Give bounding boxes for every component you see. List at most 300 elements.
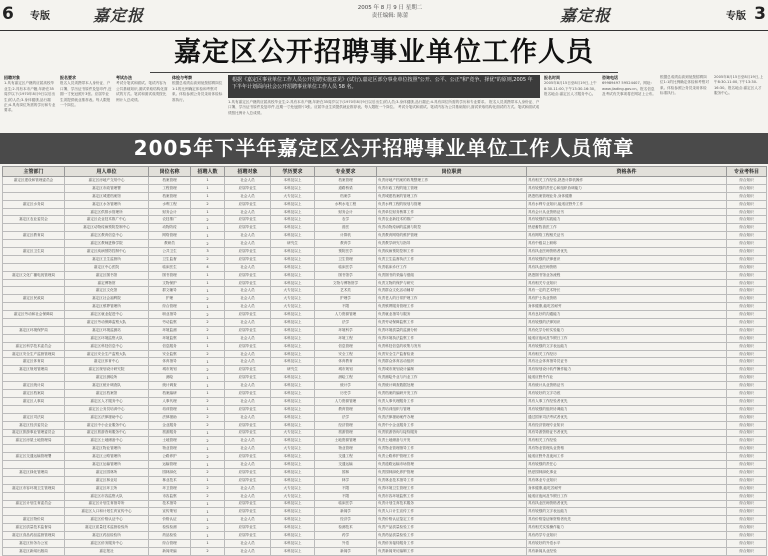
table-cell: 嘉定区体育局 [3,358,65,366]
table-cell: 应届毕业生 [225,429,271,437]
table-cell: 本科及以上 [271,413,315,421]
table-cell: 负责教学研究与指导 [377,240,527,248]
table-cell: 大专及以上 [271,303,315,311]
table-row [3,350,767,358]
table-row [3,413,767,421]
table-cell: 嘉定区教育局 [3,232,65,240]
table-row [3,539,767,547]
table-cell: 能适应夜间及节假日工作 [527,334,727,342]
table-cell: 1 [191,232,225,240]
table-cell: 2 [191,255,225,263]
table-row [3,311,767,319]
table-cell: 综合知识 [727,334,767,342]
table-header-cell: 用人单位 [65,167,149,177]
table-cell: 负责文物的保护与研究 [377,279,527,287]
table-cell: 嘉定报社 [65,547,149,555]
table-cell: 嘉定区民政局 [3,295,65,303]
table-cell [3,192,65,200]
table-cell: 具有化学分析实验能力 [527,326,727,334]
table-cell [3,374,65,382]
table-cell: 具有物业管理从业资格 [527,445,727,453]
table-cell: 档案编研 [149,390,191,398]
table-cell: 1 [191,532,225,540]
table-cell: 档案管理 [149,177,191,185]
table-cell: 测绘 [149,374,191,382]
table-cell: 熟悉档案管理业务,身体健康 [527,192,727,200]
table-cell: 嘉定区环境保护局 [3,326,65,334]
table-cell: 应届毕业生 [225,532,271,540]
table-cell: 应届毕业生 [225,200,271,208]
table-row [3,397,767,405]
table-cell: 本科及以上 [271,334,315,342]
table-cell: 热爱园林绿化事业 [527,468,727,476]
table-cell: 文物与博物馆学 [315,279,377,287]
table-cell: 法律援助 [149,413,191,421]
table-cell: 具有良好的沟通能力 [527,311,727,319]
table-cell: 1 [191,539,225,547]
table-cell: 本科及以上 [271,263,315,271]
table-cell: 嘉定区市容环境卫生管理局 [3,484,65,492]
table-cell: 嘉定区侨务服务中心 [65,539,149,547]
table-header-cell: 岗位名称 [149,167,191,177]
table-cell: 嘉定区安全生产监察大队 [65,350,149,358]
table-cell: 不限 [315,303,377,311]
table-row [3,532,767,540]
table-cell: 本科及以上 [271,255,315,263]
table-cell: 热爱畜牧兽医工作 [527,224,727,232]
table-cell: 经济学 [315,516,377,524]
newspaper-logo-left: 嘉定报 [93,6,145,25]
table-row [3,303,767,311]
table-cell: 嘉定区文化广播电视管理局 [3,271,65,279]
page-number-left: 6 [2,4,14,24]
table-cell: 综合知识 [727,263,767,271]
table-cell: 嘉定区房屋土地管理局 [3,437,65,445]
lead-paragraph: 根据《嘉定区事业单位工作人员公开招聘实施意见》(试行),嘉定区部分事业单位按照"公开、公平、公正"和"竞争、择优"的原则,2005 年下半年计划面向社会公开招聘事业单位工作人员 58 名。 [228,75,540,98]
table-cell: 2 [191,366,225,374]
table-cell: 嘉定区经济委员会 [3,421,65,429]
table-cell: 应届毕业生 [225,279,271,287]
table-cell: 物业管理 [315,445,377,453]
table-cell: 嘉定区运输管理所 [65,461,149,469]
table-cell: 嘉定区档案局 [3,390,65,398]
table-cell: 社会人员 [225,287,271,295]
table-cell: 综合知识 [727,192,767,200]
table-cell: 土地管理 [149,437,191,445]
table-cell: 负责人事代理服务工作 [377,397,527,405]
table-cell: 嘉定区卫生监督所 [65,255,149,263]
table-row [3,326,767,334]
table-cell: 本科及以上 [271,397,315,405]
table-cell: 运输管理 [149,461,191,469]
table-header-row [3,167,767,177]
table-row [3,216,767,224]
table-cell: 应届毕业生 [225,500,271,508]
table-row [3,492,767,500]
table-cell: 具有较强的责任心 [527,461,727,469]
table-cell [3,184,65,192]
table-cell: 环境科学 [315,326,377,334]
table-cell: 综合知识 [727,279,767,287]
table-cell: 社会人员 [225,413,271,421]
table-cell: 嘉定区侨务办公室 [3,539,65,547]
table-cell: 综合知识 [727,303,767,311]
table-cell: 综合知识 [727,366,767,374]
table-cell: 负责群众体育活动组织 [377,358,527,366]
table-cell: 1 [191,382,225,390]
column-label-left: 专版 [30,11,50,22]
table-cell [3,334,65,342]
table-cell: 具有相关实验操作能力 [527,524,727,532]
table-row [3,342,767,350]
table-cell: 负责临床诊疗工作 [377,263,527,271]
table-cell: 1 [191,177,225,185]
table-cell: 兽医 [315,224,377,232]
table-cell: 2 [191,484,225,492]
table-cell: 检验检测 [149,524,191,532]
text-column-body: 69989497 59524407。网址: www.jiading.gov.cn。报名信息及考试有关事项将在网站上公布。 [602,81,656,97]
table-cell: 1 [191,374,225,382]
table-cell: 社会人员 [225,484,271,492]
text-column-4 [172,75,224,131]
table-cell: 负责农业新技术的推广 [377,216,527,224]
table-cell: 应届毕业生 [225,476,271,484]
table-cell: 4 [191,263,225,271]
table-cell: 综合知识 [727,358,767,366]
table-cell: 检测技术 [315,524,377,532]
table-cell: 计算机 [315,232,377,240]
table-cell: 临床医学 [315,263,377,271]
table-cell: 2 [191,453,225,461]
table-cell: 劳动监察 [149,319,191,327]
table-cell: 应届毕业生 [225,248,271,256]
text-column-body: 1.具有嘉定区户籍的应届高校毕业生;2.具有本市户籍,年龄在35周岁以下(1970年8月9日以后出生)的人员;3.身体健康,品行端正;4.具有岗位所需的学历和专业要求。 [4,81,56,113]
table-cell: 综合知识 [727,208,767,216]
table-cell: 水利工程 [149,200,191,208]
table-cell: 具有较强的组织协调能力 [527,405,727,413]
table-cell: 培训管理 [149,405,191,413]
table-cell: 1 [191,476,225,484]
table-cell: 教育学 [315,240,377,248]
table-cell: 综合知识 [727,295,767,303]
table-cell: 本科及以上 [271,453,315,461]
table-cell: 本科及以上 [271,500,315,508]
table-cell: 嘉定区房地产交易中心 [65,177,149,185]
table-cell: 安全工程 [315,350,377,358]
table-cell: 2 [191,524,225,532]
text-column-body: 报名人员须携带本人身份证、户口簿、学历证书原件及复印件,近期一寸免冠照片3张。应届毕业生须提供就业推荐表。每人限报一个岗位。 [60,81,112,108]
table-cell: 嘉定区食品药品监督管理局 [3,532,65,540]
headline-rule [150,72,618,73]
table-cell: 法学 [315,319,377,327]
table-cell: 综合知识 [727,255,767,263]
table-cell: 网络管理 [149,232,191,240]
table-cell: 财务会计 [315,208,377,216]
table-cell: 本科及以上 [271,476,315,484]
table-cell: 嘉定区药品检验所 [65,532,149,540]
table-row [3,382,767,390]
table-cell: 2 [191,547,225,555]
text-column-heading: 招聘对象 [4,75,20,80]
table-cell: 负责中小企业服务工作 [377,421,527,429]
table-cell: 公路养护 [149,453,191,461]
table-cell: 综合知识 [727,539,767,547]
table-cell: 能适应野外作业 [527,374,727,382]
table-cell: 应届毕业生 [225,311,271,319]
table-cell: 应届毕业生 [225,366,271,374]
table-row [3,255,767,263]
table-cell: 2 [191,468,225,476]
table-cell: 大专及以上 [271,429,315,437]
table-cell: 具有统计从业资格证书 [527,382,727,390]
table-cell: 综合知识 [727,311,767,319]
table-cell: 负责新闻采访编辑工作 [377,547,527,555]
table-cell: 社会人员 [225,539,271,547]
table-cell: 嘉定区科技信息中心 [65,342,149,350]
table-cell: 社会人员 [225,397,271,405]
table-row [3,484,767,492]
text-column-body: 根据总成绩由高到低按招聘岗位1:1的比例确定体检和考察对象。体检参照公务员录用体检标准执行。 [172,81,223,102]
table-cell: 1 [191,271,225,279]
table-cell: 1 [191,516,225,524]
table-cell: 综合知识 [727,547,767,555]
table-cell: 临床医生 [149,263,191,271]
table-cell: 综合知识 [727,500,767,508]
table-row [3,508,767,516]
table-cell: 嘉定区土地储备中心 [65,437,149,445]
table-cell: 社会人员 [225,516,271,524]
table-row [3,547,767,555]
table-cell: 教育管理 [315,405,377,413]
table-cell: 负责物业管理指导工作 [377,445,527,453]
table-cell: 2 [191,350,225,358]
table-cell: 2 [191,311,225,319]
table-cell: 1 [191,461,225,469]
table-cell: 社会人员 [225,232,271,240]
table-cell [3,476,65,484]
table-cell: 应届毕业生 [225,342,271,350]
table-cell: 负责城市规划设计编制 [377,366,527,374]
table-cell: 负责档案的编研开发工作 [377,390,527,398]
table-cell: 2 [191,421,225,429]
table-row [3,374,767,382]
table-cell: 宣传策划 [149,508,191,516]
table-cell: 具有较好的外语水平 [527,539,727,547]
table-cell: 社会人员 [225,492,271,500]
recruitment-table-wrapper [2,166,766,554]
text-column-heading: 报名要求 [60,75,76,80]
table-cell: 1 [191,279,225,287]
table-cell: 负责计划生育技术服务 [377,500,527,508]
table-cell: 具有规划设计软件操作能力 [527,366,727,374]
table-cell: 1 [191,184,225,192]
table-header-cell: 专业考科目 [727,167,767,177]
table-cell: 2 [191,295,225,303]
table-cell: 护理学 [315,295,377,303]
table-cell: 社会人员 [225,547,271,555]
table-cell: 应届毕业生 [225,271,271,279]
table-cell: 嘉定区劳动和社会保障局 [3,311,65,319]
table-cell: 公共卫生 [149,248,191,256]
table-cell: 嘉定区公路管理所 [65,453,149,461]
text-column-5 [544,75,598,131]
table-cell: 具有执业医师资格者优先 [527,248,727,256]
table-cell: 图书馆学 [315,271,377,279]
table-cell: 新闻学 [315,547,377,555]
text-column-heading: 报名时间 [544,75,560,80]
table-cell: 新闻学 [315,508,377,516]
table-row [3,524,767,532]
table-cell: 企业服务 [149,421,191,429]
table-body [3,177,767,556]
text-column-heading: 考试办法 [116,75,132,80]
text-column-heading: 咨询电话 [602,75,618,80]
table-cell: 嘉定区中小企业服务中心 [65,421,149,429]
table-cell [3,224,65,232]
table-cell: 嘉定区文化馆 [65,287,149,295]
table-cell: 应届毕业生 [225,508,271,516]
table-cell: 负责药品质量检验工作 [377,532,527,540]
text-column-1 [4,75,56,131]
table-cell: 嘉定区绿化管理局 [3,468,65,476]
table-cell: 嘉定区质量技术监督局 [3,524,65,532]
table-cell: 嘉定区人才服务中心 [65,397,149,405]
table-cell: 具有较强的文字表达能力 [527,342,727,350]
table-cell: 不限 [315,484,377,492]
table-cell: 负责殡葬服务管理工作 [377,303,527,311]
table-cell: 1 [191,303,225,311]
page-number-right: 3 [754,4,766,24]
text-block-middle [228,100,540,131]
table-cell: 信息管理 [315,342,377,350]
table-cell: 综合知识 [727,532,767,540]
table-cell: 具有林业专业知识 [527,476,727,484]
table-row [3,366,767,374]
table-cell: 水利水电工程 [315,200,377,208]
table-cell: 负责房地产档案的收集整理工作 [377,177,527,185]
table-cell [3,240,65,248]
table-cell: 应届毕业生 [225,421,271,429]
table-cell: 环境工程 [315,334,377,342]
table-cell: 林业技术 [149,476,191,484]
table-header-cell: 招聘对象 [225,167,271,177]
table-cell: 负责园林绿化养护管理 [377,468,527,476]
table-cell: 嘉定区物价局 [3,516,65,524]
table-cell: 大专及以上 [271,295,315,303]
table-cell: 农学 [315,216,377,224]
table-cell: 嘉定区法律援助中心 [65,413,149,421]
table-cell: 2 [191,319,225,327]
table-row [3,468,767,476]
table-row [3,200,767,208]
table-cell: 负责城建档案的管理工作 [377,192,527,200]
table-cell: 应届毕业生 [225,326,271,334]
table-cell: 负责单位财务核算工作 [377,208,527,216]
table-cell: 教研员 [149,240,191,248]
table-cell: 具有经济管理专业知识 [527,421,727,429]
table-cell: 综合知识 [727,287,767,295]
table-cell: 综合知识 [727,350,767,358]
table-cell: 本科及以上 [271,461,315,469]
table-cell: 具有执业医师资格 [527,263,727,271]
table-cell: 应届毕业生 [225,390,271,398]
table-cell: 信息服务 [149,342,191,350]
table-cell: 社会人员 [225,382,271,390]
table-cell: 嘉定区卫生局 [3,248,65,256]
table-cell: 应届毕业生 [225,524,271,532]
table-cell [3,319,65,327]
table-cell: 嘉定区物业管理所 [65,445,149,453]
text-column-2 [60,75,112,131]
table-cell: 综合知识 [727,319,767,327]
table-cell: 负责培训组织与管理 [377,405,527,413]
table-cell: 物业管理 [149,445,191,453]
table-row [3,208,767,216]
table-cell: 嘉定区农业技术推广中心 [65,216,149,224]
table-cell: 历史学 [315,390,377,398]
table-cell: 2 [191,240,225,248]
table-cell: 1 [191,192,225,200]
table-cell: 具有相关工作经验,熟悉计算机操作 [527,177,727,185]
table-cell: 图书管理 [149,271,191,279]
table-cell: 经济管理 [315,421,377,429]
table-cell: 负责动物疫病的监测与防控 [377,224,527,232]
table-cell: 旅游管理 [315,429,377,437]
table-cell: 负责市容环境监察工作 [377,492,527,500]
table-cell [3,508,65,516]
table-cell: 社会人员 [225,240,271,248]
table-cell: 1 [191,334,225,342]
table-cell: 综合知识 [727,232,767,240]
newspaper-logo-right: 嘉定报 [560,6,612,25]
table-cell [3,445,65,453]
table-cell: 负责市政工程的施工管理 [377,184,527,192]
table-cell: 负责科技信息的收集与发布 [377,342,527,350]
table-cell: 本科及以上 [271,374,315,382]
table-cell: 本科及以上 [271,184,315,192]
table-cell: 嘉定区供排水管理所 [65,208,149,216]
table-cell: 负责旅游咨询与接待服务 [377,429,527,437]
table-row [3,271,767,279]
table-cell: 药学 [315,532,377,540]
table-row [3,453,767,461]
table-cell: 道路桥梁 [315,184,377,192]
table-row [3,516,767,524]
text-column-3 [116,75,168,131]
table-cell: 社会人员 [225,461,271,469]
table-cell: 综合知识 [727,524,767,532]
table-cell: 体育指导 [149,358,191,366]
table-row [3,224,767,232]
table-cell: 社会人员 [225,350,271,358]
table-cell: 综合知识 [727,177,767,185]
table-cell: 社会人员 [225,208,271,216]
table-cell: 本科及以上 [271,319,315,327]
table-cell: 2 [191,326,225,334]
table-cell: 不限 [315,492,377,500]
table-cell: 本科及以上 [271,271,315,279]
table-cell: 嘉定区测绘所 [65,374,149,382]
table-cell: 城市规划 [315,366,377,374]
table-cell: 旅游服务 [149,429,191,437]
dateline-editor: 责任编辑: 陈蕾 [371,13,409,19]
dateline [340,4,440,20]
table-cell: 嘉定区疾病预防控制中心 [65,248,149,256]
table-cell: 2 [191,200,225,208]
table-cell: 具有新闻从业经验 [527,547,727,555]
table-cell: 本科及以上 [271,524,315,532]
table-cell: 1 [191,429,225,437]
